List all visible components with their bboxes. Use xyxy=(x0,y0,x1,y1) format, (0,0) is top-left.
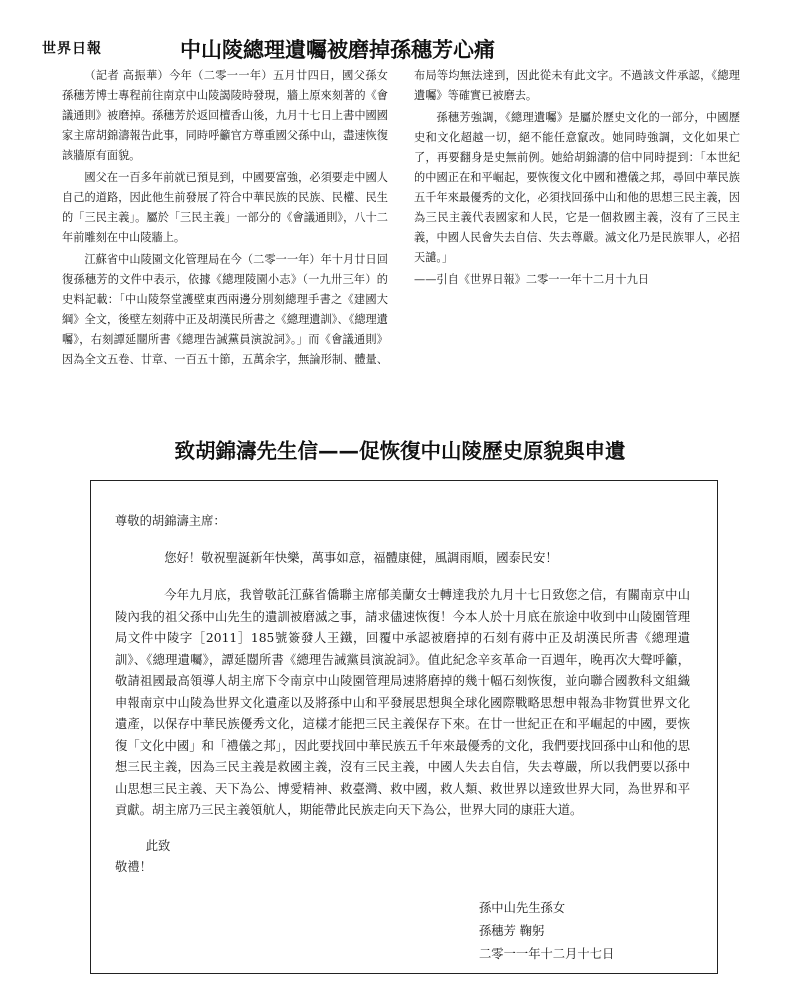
letter-signature xyxy=(479,897,614,966)
signature-line: 孫穗芳 鞠躬 xyxy=(479,924,545,938)
article-paragraph: 國父在一百多年前就已預見到，中國要富強，必須要走中國人自己的道路，因此他生前發展了符合中華民族的民族、民權、民生的「三民主義」。屬於「三民主義」一部分的《會議通則》，八十二年前雕刻在中山陵牆上。 xyxy=(62,171,388,244)
letter-salutation: 尊敬的胡錦濤主席： xyxy=(115,514,226,528)
letter-frame xyxy=(90,480,718,974)
letter-paragraph: 今年九月底，我曾敬託江蘇省僑聯主席郁美蘭女士轉達我於九月十七日致您之信，有關南京中山陵內我的祖父孫中山先生的遺訓被磨滅之事，請求儘速恢復！今本人於十月底在旅途中收到中山陵園管理局文件中陵字［2011］185號簽發人王鐵，回覆中承認被磨掉的石刻有蔣中正及胡漢民所書《總理遺訓》、《總理遺囑》，譚延闓所書《總理告誡黨員演說詞》。值此紀念辛亥革命一百週年，晚再次大聲呼籲，敬請祖國最高領導人胡主席下令南京中山陵園管理局速將磨掉的幾十幅石刻恢復，並向聯合國教科文組織申報南京中山陵為世界文化遺產以及將孫中山和平發展思想與全球化國際戰略思想申報為非物質世界文化遺產，以保存中華民族優秀文化，這樣才能把三民主義保存下來。在廿一世紀正在和平崛起的中國，要恢復「文化中國」和「禮儀之邦」，因此要找回中華民族五千年來最優秀的文化，我們要找回孫中山和他的思想三民主義，因為三民主義是救國主義，沒有三民主義，中國人失去自信，失去尊嚴，所以我們要以孫中山思想三民主義、天下為公、博愛精神、救臺灣、救中國，救人類、救世界以達致世界大同，為世界和平貢獻。胡主席乃三民主義領航人，期能帶此民族走向天下為公，世界大同的康莊大道。 xyxy=(115,588,690,817)
letter-title: 致胡錦濤先生信——促恢復中山陵歷史原貌與申遺 xyxy=(174,439,626,463)
letter-closing: 此致 xyxy=(145,838,171,853)
article-citation: ——引自《世界日報》二零一一年十二月十九日 xyxy=(414,273,649,286)
news-article xyxy=(62,66,740,376)
article-paragraph: （記者 高振華）今年（二零一一年）五月廿四日，國父孫女孫穗芳博士專程前往南京中山陵謁陵時發現，牆上原來刻著的《會議通則》被磨掉。孫穗芳於返回檀香山後，九月十七日上書中國國家主席胡錦濤報告此事，同時呼籲官方尊重國父孫中山，盡速恢復該牆原有面貌。 xyxy=(62,69,388,162)
signature-line: 孫中山先生孫女 xyxy=(479,901,566,915)
article-headline: 中山陵總理遺囑被磨掉孫穗芳心痛 xyxy=(180,38,495,62)
article-paragraph: 江蘇省中山陵園文化管理局在今（二零一一年）年十月廿日回復孫穗芳的文件中表示，依據《總理陵園小志》（一九卅三年）的史料記載：「中山陵祭堂護壁東西兩邊分別刻總理手書之《建國大綱》全文，後壁左刻蔣中正及胡漢民所書之《總理遺訓》、《總理遺囑》，右刻譚延闓所書《總理告誡黨員演說詞》。」而《會議通則》因為全文五卷、廿章、一百五十節，五萬余字，無論形制、體量、布局等均無法達到，因此從未有此文字。不過該文件承認，《總理遺囑》等確實已被磨去。 xyxy=(62,69,740,366)
letter-regards: 敬禮！ xyxy=(115,860,152,874)
article-paragraph: 孫穗芳強調，《總理遺囑》是屬於歷史文化的一部分，中國歷史和文化超越一切，絕不能任意竄改。她同時強調，文化如果亡了，再要翻身是史無前例。她給胡錦濤的信中同時提到：「本世紀的中國正在和平崛起，要恢復文化中國和禮儀之邦，尋回中華民族五千年來最優秀的文化，必須找回孫中山和他的思想三民主義，因為三民主義代表國家和人民，它是一個救國主義，沒有了三民主義，中國人民會失去自信、失去尊嚴。滅文化乃是民族罪人，必招天譴。」 xyxy=(414,111,740,264)
newspaper-masthead: 世界日報 xyxy=(42,41,102,57)
signature-date: 二零一一年十二月十七日 xyxy=(479,947,615,961)
letter-body xyxy=(115,511,690,879)
letter-greeting: 您好！敬祝聖誕新年快樂，萬事如意，福體康健，風調雨順，國泰民安！ xyxy=(164,550,558,565)
